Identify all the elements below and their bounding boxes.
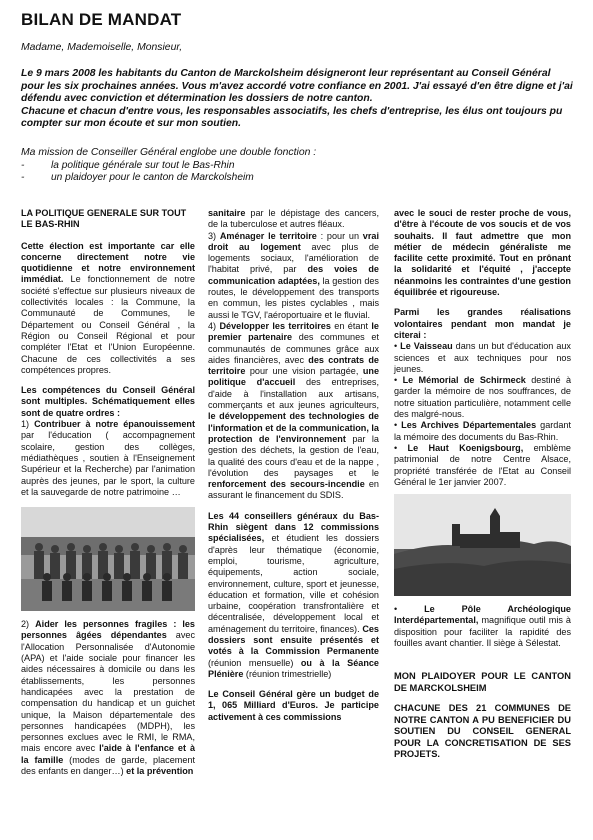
paragraph	[208, 231, 379, 321]
bold-text: Cette élection est importante car elle concerne directement notre vie quotidienne et notre environnement immédiat.	[21, 240, 195, 285]
bullet: •	[394, 341, 398, 352]
closing-statement: CHACUNE DES 21 COMMUNES DE NOTRE CANTON A PU BENEFICIER DU SOUTIEN DU CONSEIL GENERAL POUR LA CONCRETISATION DE SES PROJETS.	[394, 703, 571, 760]
bullet: •	[394, 420, 398, 431]
list-item	[394, 443, 571, 488]
bold-text: Parmi les grandes réalisations volontaires pendant mon mandat je citerai :	[394, 307, 571, 340]
bold-text: Les compétences du Conseil Général sont multiples. Schématiquement elles sont de quatre ordres :	[21, 385, 195, 418]
body-text: gardant la mémoire des documents du Bas-Rhin.	[394, 420, 571, 442]
column-competences	[208, 208, 379, 732]
paragraph	[21, 385, 195, 498]
bold-text: le premier partenaire	[208, 320, 379, 343]
body-text: par l'éducation ( accompagnement scolaire, gestion des collèges, médiathèques , soutien à l'Enseignement Supérieur et la Recherche) par l'animation auprès des jeunes, par le sport, la culture et la sauvegarde de notre patrimoine …	[21, 430, 195, 497]
paragraph	[208, 511, 379, 680]
item-number: 1)	[21, 419, 35, 430]
body-text: (réunion trimestrielle)	[243, 668, 332, 679]
mission-item	[21, 160, 235, 172]
list-item	[394, 375, 571, 420]
bullet: •	[394, 375, 398, 386]
bold-text: des contrats de territoire	[208, 354, 379, 377]
list-item	[394, 341, 571, 375]
bold-text: Le Vaisseau	[397, 341, 453, 352]
body-text: la gestion des routes, le développement des transports en commun, les pistes cyclables , mais aussi le TGV, l'aéroportuaire et le fluvial.	[208, 275, 379, 320]
paragraph	[394, 307, 571, 341]
mission-text: un plaidoyer pour le canton de Marckolsheim	[51, 172, 254, 183]
bold-text: et la prévention	[126, 765, 194, 776]
body-text: en étant	[330, 320, 372, 331]
mission-item	[21, 172, 254, 184]
body-text: emblème patrimonial de notre Centre Alsace, propriété transférée de l'Etat au Conseil Général le 1er janvier 2007.	[394, 442, 571, 487]
intro-paragraph	[21, 68, 576, 131]
paragraph	[208, 689, 379, 723]
bold-text: Aménager le territoire	[219, 230, 317, 241]
mission-dash: -	[21, 160, 25, 171]
body-text: magnifique outil mis à disposition pour faciliter la rapidité des fouilles avant chantier. Il siège à Sélestat.	[394, 615, 571, 649]
body-text: en assurant le financement du SDIS.	[208, 479, 379, 501]
bold-text: Développer les territoires	[219, 320, 331, 331]
bold-text: Le Pôle Archéologique Interdépartemental,	[394, 604, 571, 626]
body-text: Le fonctionnement de notre société s'effectue sur plusieurs niveaux de collectivités locales : la Commune, la Communauté de Communes, le Département ou Conseil Général , la Région ou Conseil Régional et pour compléter l'Etat et l'Union Européenne. Chacune de ces collectivités a ses compétences propres.	[21, 274, 195, 375]
section-heading: LA POLITIQUE GENERALE SUR TOUT LE BAS-RHIN	[21, 208, 187, 230]
mission-dash: -	[21, 172, 25, 183]
bold-text: Les Archives Départementales	[397, 420, 537, 431]
body-text: (réunion mensuelle)	[208, 657, 301, 668]
body-text: avec l'Allocation Personnalisée d'Autonomie (APA) et l'aide sociale pour financer les aides nécessaires à domicile ou dans les établissements, les personnes handicapées avec la prestation de compensation du handicap et un guichet unique, la Maison départementale des personnes handicapées (MDPH), les personnes exclues avec le RMI, le RMA, mais encore avec	[21, 630, 195, 754]
photo-placeholder	[21, 507, 195, 611]
mission-text: la politique générale sur tout le Bas-Rhin	[51, 160, 235, 171]
page-title: BILAN DE MANDAT	[21, 10, 182, 29]
body-text: des entreprises, d'aide à l'installation aux artisans, commerçants et aux jeunes agriculteurs,	[208, 377, 379, 411]
bullet: •	[394, 442, 398, 453]
bold-text: Le Mémorial de Schirmeck	[397, 375, 526, 386]
body-text: dans un but d'éducation aux sciences et aux techniques pour nos jeunes.	[394, 341, 571, 374]
bold-text: Contribuer à notre épanouissement	[34, 419, 195, 430]
paragraph	[208, 208, 379, 231]
salutation: Madame, Mademoiselle, Monsieur,	[21, 42, 183, 53]
group-photo-image	[21, 507, 195, 611]
body-text: avec plus de logements sociaux, l'amélioration de l'habitat privé, par	[208, 241, 379, 275]
bold-text: renforcement des secours-incendie	[208, 479, 365, 490]
bold-text: Le Conseil Général gère un budget de 1, 065 Milliard d'Euros. Je participe activement à ces commissions	[208, 689, 379, 722]
bold-text: le développement des technologies de l'information et de la communication, la protection de l'environnement	[208, 411, 379, 444]
intro-text-1: Le 9 mars 2008 les habitants du Canton de Marckolsheim désigneront leur représentant au Conseil Général pour les six prochaines années. Vous m'avez accordé votre confiance en 2001. J'ai essayé d'en être digne et j'ai défendu avec conviction et détermination les dossiers de notre canton.	[21, 68, 573, 105]
body-text: : pour un	[316, 230, 363, 241]
list-item	[394, 420, 571, 443]
bullet: •	[394, 604, 398, 615]
body-text: des communes et communautés de communes grâce aux aides financières, avec	[208, 332, 379, 365]
item-number: 2)	[21, 619, 36, 630]
bold-text: Les 44 conseillers généraux du Bas-Rhin siègent dans 12 commissions spécialisées,	[208, 510, 379, 544]
bold-text: des voies de communication adaptées,	[208, 264, 379, 286]
body-text: (modes de garde, placement des enfants en danger…)	[21, 754, 195, 776]
section-heading: MON PLAIDOYER POUR LE CANTON DE MARCKOLSHEIM	[394, 671, 571, 693]
paragraph	[21, 241, 195, 377]
castle-photo-image	[394, 494, 571, 596]
bold-text: une politique d'accueil	[208, 366, 379, 388]
body-text: destiné à garder la mémoire de nos souffrances, de notre situation particulière, notamment celle des malgré-nous.	[394, 375, 571, 420]
bold-text: ou à la Séance Plénière	[208, 657, 379, 679]
bold-text: vrai droit au logement	[208, 230, 379, 252]
mission-intro: Ma mission de Conseiller Général englobe une double fonction :	[21, 147, 317, 158]
bold-text: avec le souci de rester proche de vous, d'être à l'écoute de vos soucis et de vos souhaits. Il faut admettre que mon métier de médecin généraliste me facilite cette proximité. Tout en prônant la solidarité et l'équité , j'accepte néanmoins les contraintes d'une gestion équilibrée et rigoureuse.	[394, 208, 571, 298]
item-number: 4)	[208, 320, 220, 331]
bold-text: l'aide à l'enfance et à la famille	[21, 743, 195, 765]
bold-text: Ces dossiers sont ensuite présentés et votés à la Commission Permanente	[208, 623, 379, 657]
body-text: et étudient les dossiers d'après leur thématique (économie, emploi, tourisme, agriculture, équipements, action sociale, environnement, culture, sport et jeunesse, éducation et formation, ville et cohésion urbaine, coopération transfrontalière et décentralisée, développement local et aménagement du territoire, finances).	[208, 533, 379, 634]
photo-placeholder	[394, 494, 571, 596]
paragraph	[21, 619, 195, 777]
bold-text: sanitaire	[208, 208, 246, 218]
list-item	[394, 604, 571, 649]
column-realisations	[394, 208, 571, 770]
body-text: pour une vision partagée,	[245, 366, 363, 377]
body-text: par la gestion des déchets, la gestion de l'eau, la qualité des cours d'eau et de la nappe , l'évolution des paysages et le	[208, 433, 379, 478]
paragraph	[394, 208, 571, 298]
item-number: 3)	[208, 230, 220, 241]
intro-text-2: Chacune et chacun d'entre vous, les responsables associatifs, les chefs d'entreprise, les élus ont toujours pu compter sur mon écoute et sur mon soutien.	[21, 105, 563, 130]
column-politique-generale	[21, 208, 195, 786]
paragraph	[208, 321, 379, 502]
bold-text: Le Haut Koenigsbourg,	[397, 442, 524, 453]
bold-text: Aider les personnes fragiles : les personnes âgées dépendantes	[21, 619, 195, 641]
body-text: par le dépistage des cancers, de la tuberculose et autres fléaux.	[208, 208, 379, 230]
